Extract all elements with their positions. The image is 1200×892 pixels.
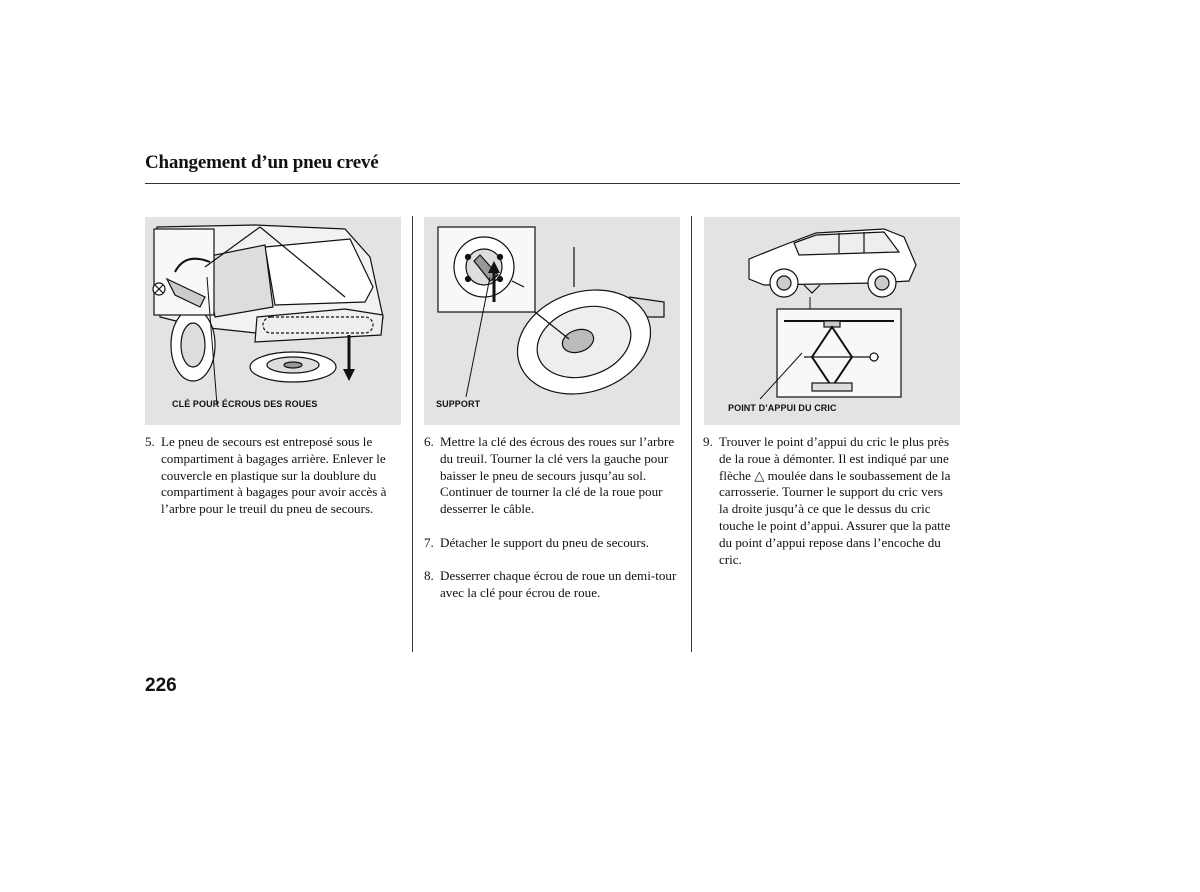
jack-point-illustration (704, 217, 960, 425)
spare-tire-cargo-illustration (145, 217, 401, 425)
figure-spare-tire-support (424, 217, 680, 425)
step-text: Trouver le point d’appui du cric le plus près de la roue à démonter. Il est indiqué par une flèche △ moulée dans le soubassement de la carrosserie. Tourner le support du cric vers la droite jusqu’à ce que le dessus du cric touche le point d’appui. Assurer que la patte du point d’appui repose dans l’encoche du cric. (719, 434, 951, 567)
step-text: Détacher le support du pneu de secours. (440, 534, 650, 550)
step-text: Mettre la clé des écrous des roues sur l’arbre du treuil. Tourner la clé vers la gauche pour baisser le pneu de secours jusqu’au sol. Continuer de tourner la clé de la roue pour desserrer le câble. (440, 434, 675, 517)
step-number: 9. (703, 434, 713, 449)
step-number: 6. (424, 434, 434, 449)
column-divider (691, 216, 692, 652)
page-title: Changement d’un pneu crevé (145, 152, 379, 173)
figure-label: CLÉ POUR ÉCROUS DES ROUES (172, 399, 318, 409)
instruction-step (424, 568, 686, 602)
instruction-step (424, 535, 686, 552)
instruction-steps-column-3 (703, 434, 955, 585)
instruction-steps-column-1 (145, 434, 397, 535)
spare-tire-support-illustration (424, 217, 680, 425)
figure-label: POINT D’APPUI DU CRIC (728, 403, 837, 413)
step-number: 7. (424, 534, 434, 550)
step-text: Le pneu de secours est entreposé sous le compartiment à bagages arrière. Enlever le couvercle en plastique sur la doublure du compartiment à bagages pour avoir accès à l’arbre pour le treuil du pneu de secours. (161, 434, 387, 517)
figure-jack-point (704, 217, 960, 425)
instruction-steps-column-2 (424, 434, 686, 618)
instruction-step (703, 434, 955, 568)
instruction-step (424, 434, 686, 518)
step-number: 8. (424, 567, 434, 583)
figure-label: SUPPORT (436, 399, 481, 409)
title-divider (145, 183, 960, 184)
column-divider (412, 216, 413, 652)
step-number: 5. (145, 434, 155, 449)
figure-spare-tire-cargo (145, 217, 401, 425)
instruction-step (145, 434, 397, 518)
page-number: 226 (145, 675, 177, 696)
step-text: Desserrer chaque écrou de roue un demi-tour avec la clé pour écrou de roue. (440, 567, 677, 600)
